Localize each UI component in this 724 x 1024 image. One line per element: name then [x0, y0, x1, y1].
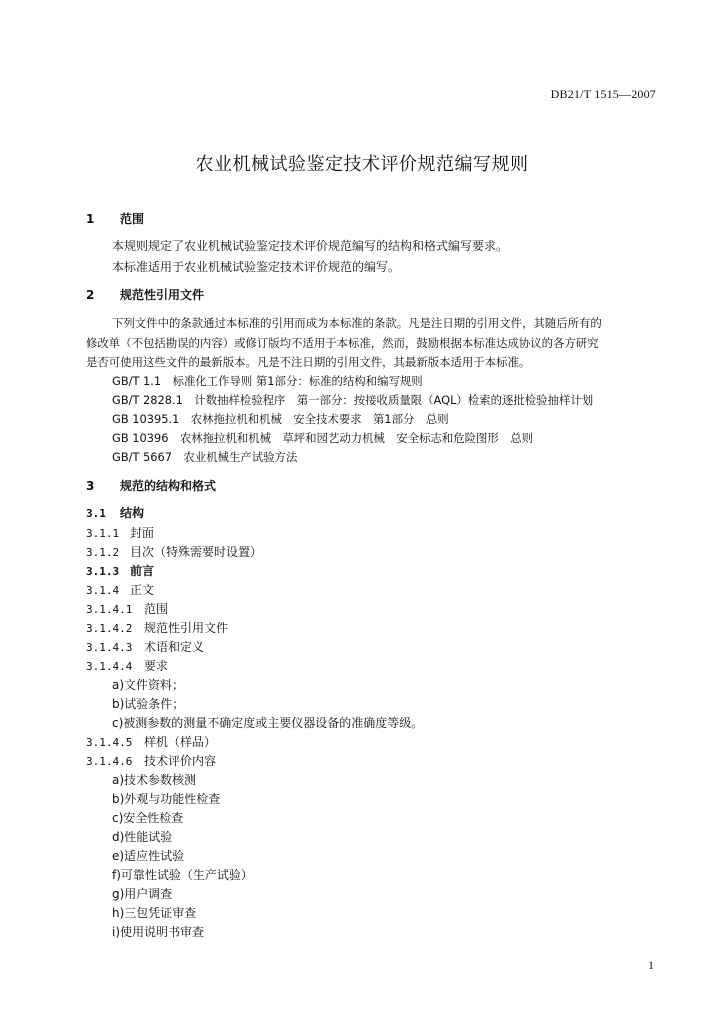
standard-code: DB21/T 1515—2007: [550, 87, 656, 101]
clause-3-1-4-4: [86, 657, 168, 676]
clause-number: 3.1: [86, 507, 106, 520]
list-item: f)可靠性试验（生产试验）: [112, 868, 253, 882]
clause-3-1-4-2: [86, 619, 228, 638]
clause-3-1-4-5: [86, 733, 216, 752]
reference-item: GB 10395.1 农林拖拉机和机械 安全技术要求 第1部分 总则: [112, 412, 449, 426]
clause-number: 3.1.4.6: [86, 755, 133, 768]
paragraph: 本规则规定了农业机械试验鉴定技术评价规范编写的结构和格式编写要求。: [112, 239, 509, 253]
clause-number: 3.1.4.1: [86, 603, 133, 616]
clause-3-1-4: [86, 581, 154, 600]
reference-item: GB/T 2828.1 计数抽样检验程序 第一部分：按接收质量限（AQL）检索的逐批检验抽样计划: [112, 393, 594, 407]
list-item: d)性能试验: [112, 830, 173, 844]
paragraph-line: 下列文件中的条款通过本标准的引用而成为本标准的条款。凡是注日期的引用文件，其随后所有的: [112, 316, 602, 330]
section-number: 1: [86, 212, 95, 226]
clause-number: 3.1.4.3: [86, 641, 133, 654]
list-item: c)被测参数的测量不确定度或主要仪器设备的准确度等级。: [112, 716, 424, 730]
paragraph-line: 是否可使用这些文件的最新版本。凡是不注日期的引用文件，其最新版本适用于本标准。: [86, 355, 531, 369]
section-title: 范围: [120, 212, 145, 226]
clause-title: 封面: [130, 526, 155, 540]
list-item: i)使用说明书审查: [112, 925, 205, 939]
reference-item: GB/T 1.1 标准化工作导则 第1部分：标准的结构和编写规则: [112, 374, 423, 388]
reference-item: GB/T 5667 农业机械生产试验方法: [112, 450, 298, 464]
list-item: e)适应性试验: [112, 849, 185, 863]
paragraph: 本标准适用于农业机械试验鉴定技术评价规范的编写。: [112, 260, 401, 274]
clause-3-1-4-3: [86, 638, 204, 657]
clause-3-1-1: [86, 524, 154, 543]
list-item: a)文件资料；: [112, 678, 185, 692]
section-1-heading: [86, 210, 144, 228]
clause-title: 前言: [130, 564, 155, 578]
clause-3-1-4-6: [86, 752, 216, 771]
list-item: a)技术参数核测: [112, 773, 197, 787]
document-title: 农业机械试验鉴定技术评价规范编写规则: [195, 154, 529, 175]
clause-title: 规范性引用文件: [144, 621, 229, 635]
clause-3-1-2: [86, 543, 262, 562]
clause-number: 3.1.3: [86, 565, 120, 578]
reference-item: GB 10396 农林拖拉机和机械 草坪和园艺动力机械 安全标志和危险图形 总则: [112, 431, 533, 445]
clause-number: 3.1.4.5: [86, 736, 133, 749]
page-number: 1: [648, 958, 654, 972]
section-2-heading: [86, 286, 204, 304]
clause-number: 3.1.4.2: [86, 622, 133, 635]
clause-title: 样机（样品）: [144, 735, 217, 749]
section-title: 规范的结构和格式: [120, 479, 217, 493]
clause-number: 3.1.1: [86, 527, 120, 540]
paragraph-line: 修改单（不包括勘误的内容）或修订版均不适用于本标准，然而，鼓励根据本标准达成协议的各方研究: [86, 336, 599, 350]
section-number: 3: [86, 479, 95, 493]
clause-number: 3.1.4.4: [86, 660, 133, 673]
clause-title: 目次（特殊需要时设置）: [130, 545, 263, 559]
list-item: g)用户调查: [112, 887, 173, 901]
section-3-heading: [86, 477, 216, 495]
list-item: c)安全性检查: [112, 811, 184, 825]
clause-number: 3.1.4: [86, 584, 120, 597]
clause-3-1-4-1: [86, 600, 168, 619]
clause-title: 术语和定义: [144, 640, 205, 654]
section-number: 2: [86, 288, 95, 302]
clause-title: 要求: [144, 659, 169, 673]
list-item: h)三包凭证审查: [112, 906, 197, 920]
clause-3-1-3: [86, 562, 154, 581]
clause-title: 范围: [144, 602, 169, 616]
clause-3-1: [86, 504, 144, 523]
clause-title: 技术评价内容: [144, 754, 217, 768]
section-title: 规范性引用文件: [120, 288, 205, 302]
clause-title: 结构: [120, 506, 145, 520]
list-item: b)试验条件；: [112, 697, 185, 711]
clause-title: 正文: [130, 583, 155, 597]
list-item: b)外观与功能性检查: [112, 792, 221, 806]
clause-number: 3.1.2: [86, 546, 120, 559]
